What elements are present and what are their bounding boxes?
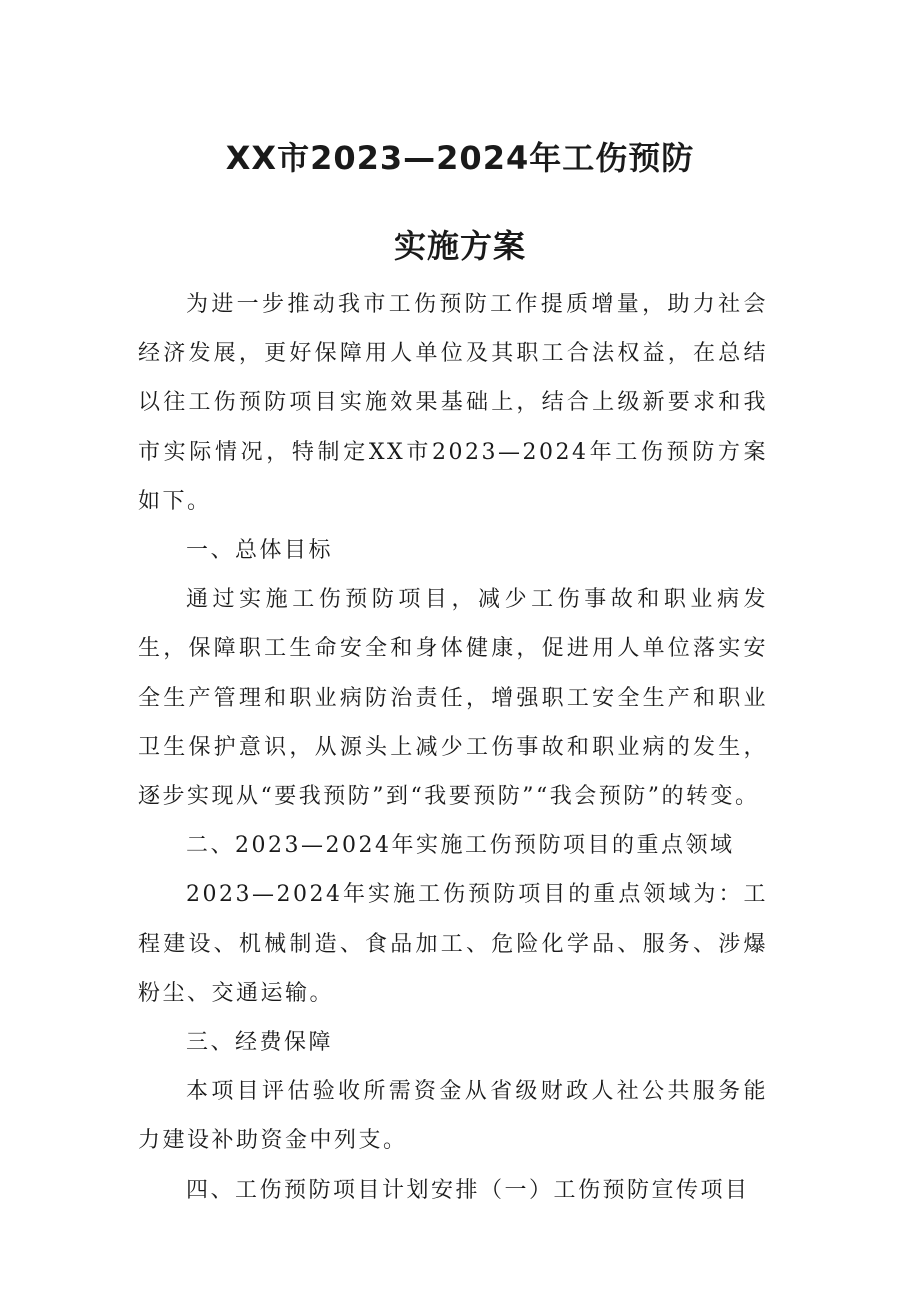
document-body [138, 280, 768, 1215]
paragraph-funding: 本项目评估验收所需资金从省级财政人社公共服务能力建设补助资金中列支。 [138, 1079, 768, 1154]
section-heading-1: 一、总体目标 [186, 538, 334, 564]
paragraph-intro: 为进一步推动我市工伤预防工作提质增量，助力社会经济发展，更好保障用人单位及其职工合法权益，在总结以往工伤预防项目实施效果基础上，结合上级新要求和我市实际情况，特制定XX市2023—2024年工伤预防方案如下。 [138, 292, 768, 514]
section-heading-2: 二、2023—2024年实施工伤预防项目的重点领域 [186, 833, 735, 859]
paragraph-key-areas: 2023—2024年实施工伤预防项目的重点领域为：工程建设、机械制造、食品加工、危险化学品、服务、涉爆粉尘、交通运输。 [138, 882, 768, 1006]
section-heading-4: 四、工伤预防项目计划安排（一）工伤预防宣传项目 [186, 1177, 750, 1203]
paragraph-goals: 通过实施工伤预防项目，减少工伤事故和职业病发生，保障职工生命安全和身体健康，促进用人单位落实安全生产管理和职业病防治责任，增强职工安全生产和职业卫生保护意识，从源头上减少工伤事故和职业病的发生，逐步实现从“要我预防”到“我要预防”“我会预防”的转变。 [138, 587, 768, 810]
section-heading-3: 三、经费保障 [186, 1030, 334, 1056]
document-title-line-2: 实施方案 [393, 227, 526, 265]
document-title-line-1: XX市2023—2024年工伤预防 [225, 139, 695, 177]
